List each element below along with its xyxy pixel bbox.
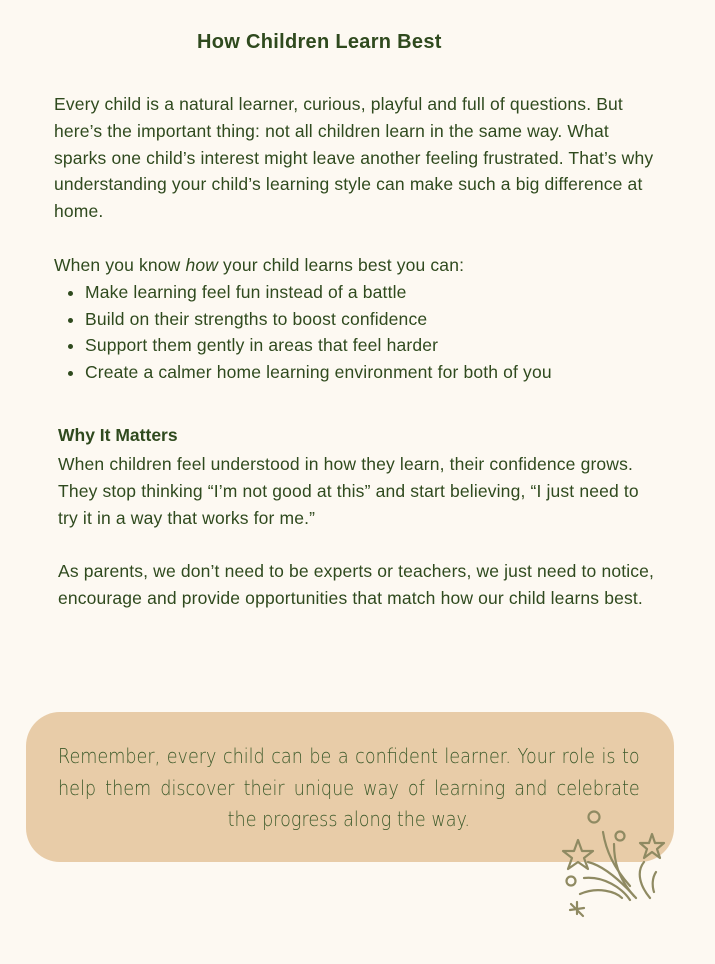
why-paragraph-2: As parents, we don’t need to be experts or teachers, we just need to notice, encourage and provide opportunities that match how our child learns best.	[58, 561, 655, 608]
list-item: • Build on their strengths to boost confidence	[85, 306, 685, 333]
benefits-list	[54, 279, 685, 386]
learning-intro-before: When you know	[54, 255, 186, 275]
learning-intro-after: your child learns best you can:	[218, 255, 465, 275]
list-item: • Make learning feel fun instead of a battle	[85, 279, 685, 306]
page-title: How Children Learn Best	[197, 31, 442, 53]
why-it-matters-heading: Why It Matters	[58, 425, 178, 445]
learning-intro-line	[54, 252, 654, 279]
learning-intro-emphasis: how	[185, 255, 219, 275]
callout-text: Remember, every child can be a confident learner. Your role is to help them discover their unique way of learning and celebrate the progress along the way.	[58, 744, 640, 831]
why-paragraph-1: When children feel understood in how they learn, their confidence grows. They stop thinking “I’m not good at this” and start believing, “I just need to try it in a way that works for me.”	[58, 454, 639, 528]
intro-paragraph: Every child is a natural learner, curious, playful and full of questions. But here’s the important thing: not all children learn in the same way. What sparks one child’s interest might leave another feeling frustrated. That’s why understanding your child’s learning style can make such a big difference at home.	[54, 94, 654, 222]
list-item: • Support them gently in areas that feel harder	[85, 332, 685, 359]
stars-and-firework-doodle-icon	[556, 806, 670, 918]
list-item: • Create a calmer home learning environment for both of you	[85, 359, 685, 386]
